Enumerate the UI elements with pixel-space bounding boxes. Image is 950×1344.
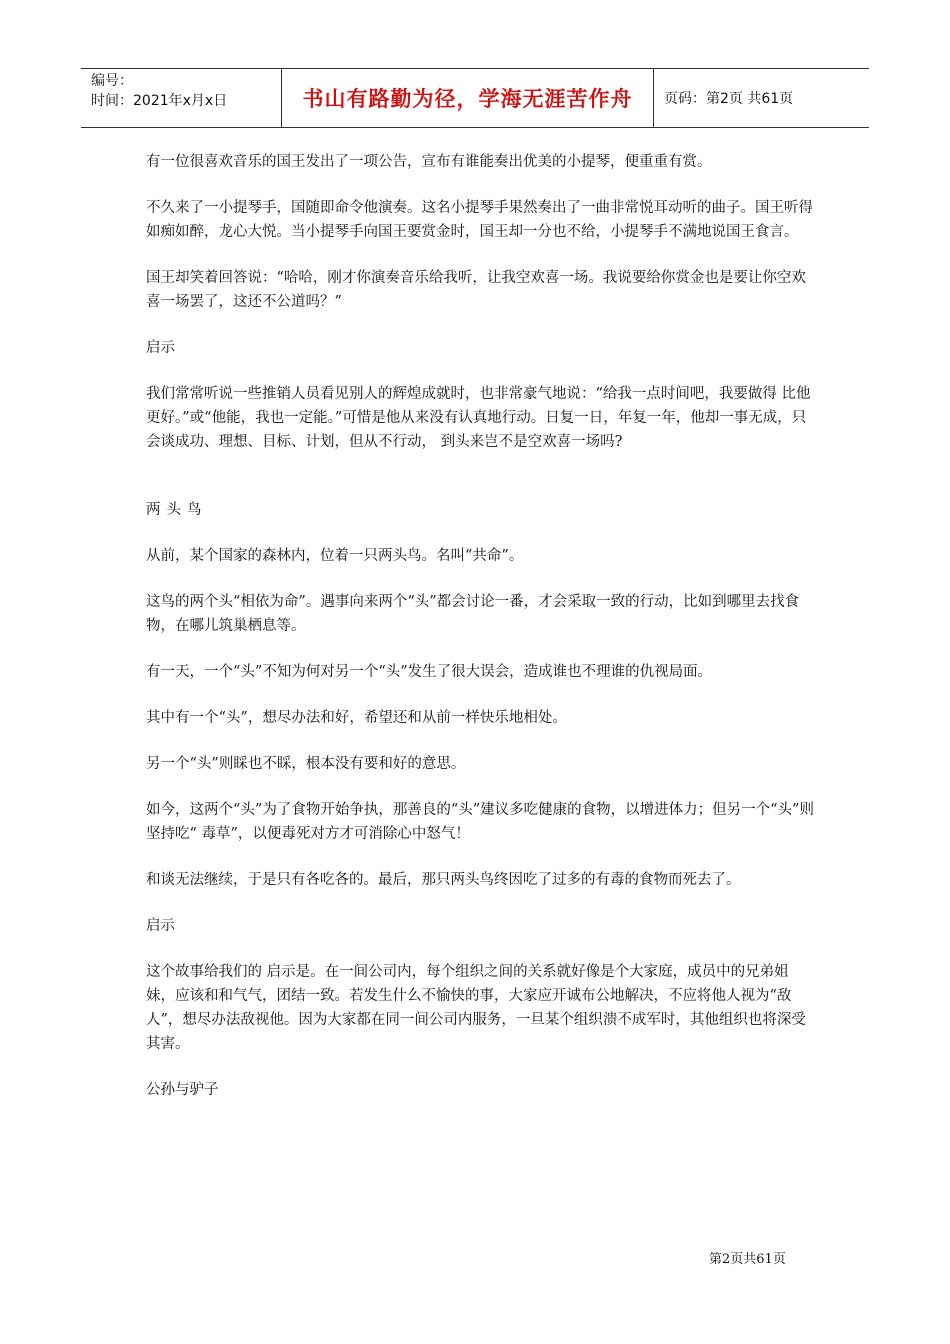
header-meta [81,69,282,127]
paragraph: 有一天，一个“头”不知为何对另一个“头”发生了很大误会，造成谁也不理谁的仇视局面。 [146,664,713,680]
paragraph: 不久来了一小提琴手，国随即命令他演奏。这名小提琴手果然奏出了一曲非常悦耳动听的曲子。国王听得如痴如醉，龙心大悦。当小提琴手向国王要赏金时，国王却一分也不给，小提琴手不满地说国王食言。 [146,200,813,240]
motto: 书山有路勤为径，学海无涯苦作舟 [302,87,633,111]
paragraph: 如今，这两个“头”为了食物开始争执，那善良的“头”建议多吃健康的食物，以增进体力；但另一个“头”则坚持吃“ 毒草”，以便毒死对方才可消除心中怒气！ [146,802,814,842]
paragraph: 从前，某个国家的森林内，位着一只两头鸟。名叫“共命”。 [146,548,524,564]
story-title: 公孙与驴子 [146,1082,219,1098]
story-title: 两头鸟 [146,502,208,518]
paragraph: 这鸟的两个头“相依为命”。遇事向来两个“头”都会讨论一番，才会采取一致的行动，比如到哪里去找食物，在哪儿筑巢栖息等。 [146,594,800,634]
page-number: 页码：第2页 共61页 [664,91,794,107]
header-page-cell [654,69,869,127]
section-heading: 启示 [146,340,175,356]
paragraph: 我们常常听说一些推销人员看见别人的辉煌成就时，也非常豪气地说：“给我一点时间吧，我要做得 比他更好。”或“他能，我也一定能。”可惜是他从来没有认真地行动。日复一日，年复一年，他却一事无成，只会谈成功、理想、目标、计划，但从不行动， 到头来岂不是空欢喜一场吗? [146,386,811,450]
code-label: 编号： [91,73,133,89]
paragraph: 国王却笑着回答说：“哈哈，刚才你演奏音乐给我听，让我空欢喜一场。我说要给你赏金也是要让你空欢喜一场罢了，这还不公道吗？” [146,270,806,310]
paragraph: 这个故事给我们的 启示是。在一间公司内，每个组织之间的关系就好像是个大家庭，成员中的兄弟姐妹，应该和和气气，团结一致。若发生什么不愉快的事，大家应开诚布公地解决，不应将他人视为“敌人”，想尽办法敌视他。因为大家都在同一间公司内服务，一旦某个组织溃不成军时，其他组织也将深受其害。 [146,964,806,1052]
paragraph: 和谈无法继续，于是只有各吃各的。最后，那只两头鸟终因吃了过多的有毒的食物而死去了。 [146,872,741,888]
document-body [146,150,816,1124]
page-footer: 第2页共61页 [709,1252,786,1267]
section-heading: 启示 [146,918,175,934]
paragraph: 其中有一个“头”，想尽办法和好，希望还和从前一样快乐地相处。 [146,710,567,726]
time-label: 时间：2021年x月x日 [91,93,228,109]
paragraph: 另一个“头”则睬也不睬，根本没有要和好的意思。 [146,756,466,772]
header-motto-cell [282,69,654,127]
paragraph: 有一位很喜欢音乐的国王发出了一项公告，宣布有谁能奏出优美的小提琴，便重重有赏。 [146,154,712,170]
page-header [81,68,869,128]
